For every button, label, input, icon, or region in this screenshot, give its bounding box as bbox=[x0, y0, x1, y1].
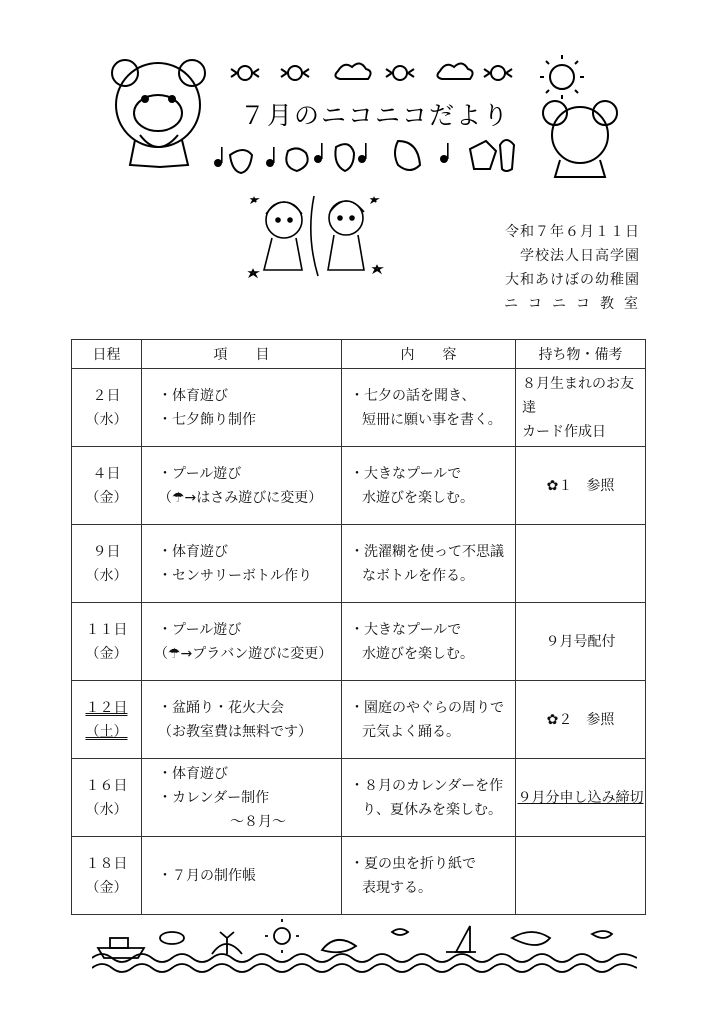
table-row bbox=[72, 759, 646, 837]
schedule-table bbox=[71, 339, 646, 915]
notes-cell: ９月号配付 bbox=[516, 603, 646, 681]
date-cell: １８日 （金） bbox=[72, 837, 142, 915]
date-cell: ９日 （水） bbox=[72, 525, 142, 603]
header-content: 内 容 bbox=[342, 340, 516, 369]
content-cell: ・七夕の話を聞き、 短冊に願い事を書く。 bbox=[342, 369, 516, 447]
table-row bbox=[72, 681, 646, 759]
classroom-name: ニコニコ教室 bbox=[504, 296, 648, 312]
content-cell: ・夏の虫を折り紙で 表現する。 bbox=[342, 837, 516, 915]
items-cell: ・プール遊び （☂→はさみ遊びに変更） bbox=[142, 447, 342, 525]
table-row bbox=[72, 603, 646, 681]
issuer-block bbox=[504, 220, 648, 316]
items-cell: ・体育遊び ・七夕飾り制作 bbox=[142, 369, 342, 447]
date-cell: １６日 （水） bbox=[72, 759, 142, 837]
items-cell: ・体育遊び ・センサリーボトル作り bbox=[142, 525, 342, 603]
footer-sea-illustration bbox=[92, 918, 637, 976]
table-row bbox=[72, 525, 646, 603]
header-items: 項 目 bbox=[142, 340, 342, 369]
table-row bbox=[72, 837, 646, 915]
notes-cell: ✿１ 参照 bbox=[516, 447, 646, 525]
issue-date: 令和７年６月１１日 bbox=[505, 224, 640, 240]
items-cell: ・プール遊び （☂→プラバン遊びに変更） bbox=[142, 603, 342, 681]
table-header-row bbox=[72, 340, 646, 369]
date-cell: １２日 （土） bbox=[72, 681, 142, 759]
date-cell: ４日 （金） bbox=[72, 447, 142, 525]
notes-cell bbox=[516, 525, 646, 603]
header-date: 日程 bbox=[72, 340, 142, 369]
table-row bbox=[72, 447, 646, 525]
school-name: 学校法人日高学園 bbox=[520, 248, 640, 264]
notes-cell: ８月生まれのお友達 カード作成日 bbox=[516, 369, 646, 447]
date-cell: １１日 （金） bbox=[72, 603, 142, 681]
table-row bbox=[72, 369, 646, 447]
content-cell: ・大きなプールで 水遊びを楽しむ。 bbox=[342, 447, 516, 525]
content-cell: ・園庭のやぐらの周りで 元気よく踊る。 bbox=[342, 681, 516, 759]
kindergarten-name: 大和あけぼの幼稚園 bbox=[505, 272, 640, 288]
items-cell: ・盆踊り・花火大会 （お教室費は無料です） bbox=[142, 681, 342, 759]
content-cell: ・洗濯糊を使って不思議 なボトルを作る。 bbox=[342, 525, 516, 603]
content-cell: ・大きなプールで 水遊びを楽しむ。 bbox=[342, 603, 516, 681]
notes-cell: ９月分申し込み締切 bbox=[516, 759, 646, 837]
notes-cell: ✿２ 参照 bbox=[516, 681, 646, 759]
content-cell: ・８月のカレンダーを作 り、夏休みを楽しむ。 bbox=[342, 759, 516, 837]
notes-cell bbox=[516, 837, 646, 915]
date-cell: ２日 （水） bbox=[72, 369, 142, 447]
items-cell: ・７月の制作帳 bbox=[142, 837, 342, 915]
page-title: ７月のニコニコだより bbox=[240, 101, 511, 130]
items-cell: ・体育遊び ・カレンダー制作 ～８月～ bbox=[142, 759, 342, 837]
tanabata-illustration bbox=[242, 192, 390, 284]
header-notes: 持ち物・備考 bbox=[516, 340, 646, 369]
